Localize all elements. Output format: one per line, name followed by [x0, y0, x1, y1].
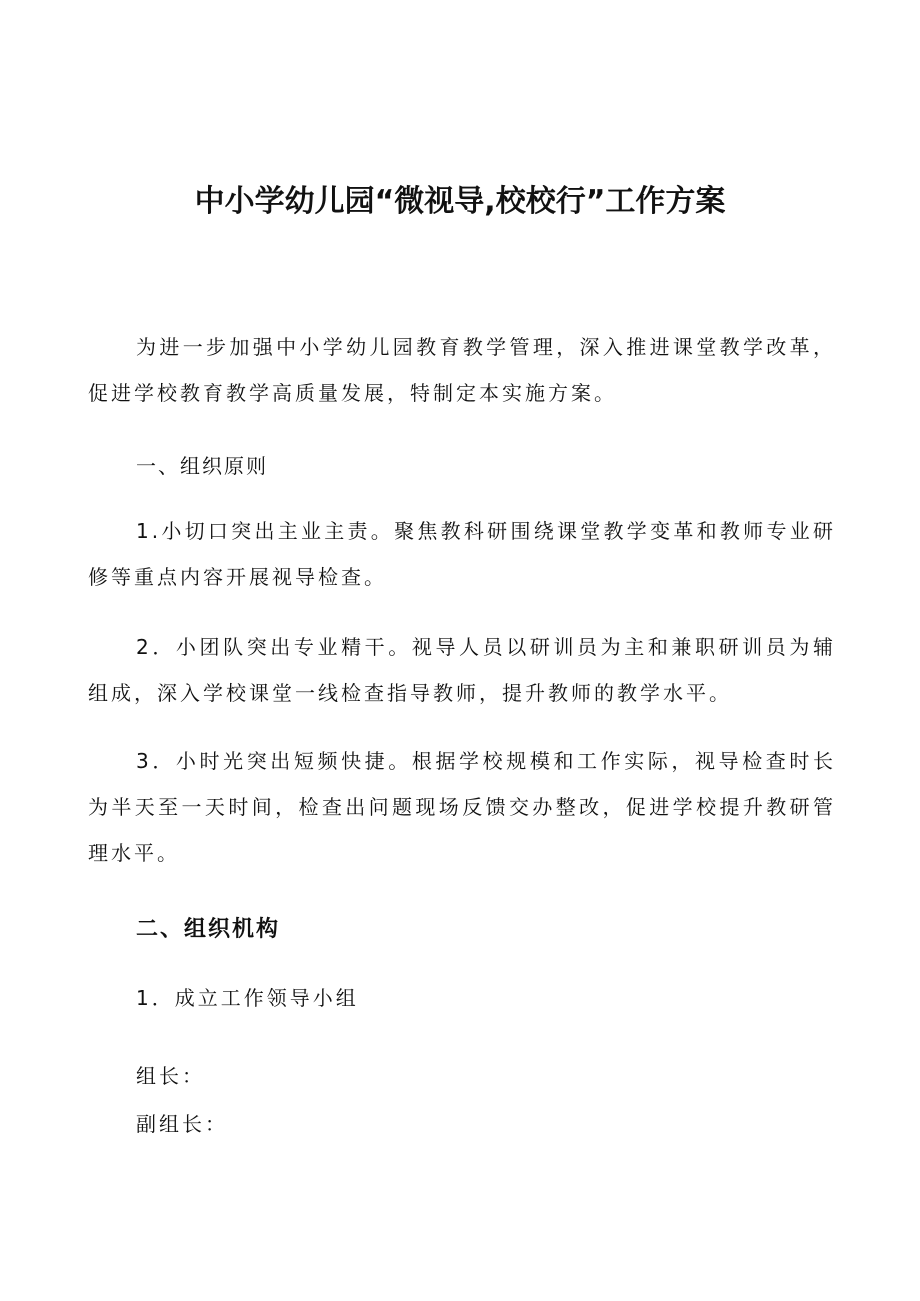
leader-line: 组长：	[136, 1064, 205, 1088]
section-2-heading: 二、组织机构	[136, 917, 281, 942]
section-1-heading: 一、组织原则	[136, 454, 268, 478]
section-1-item-3: 3．小时光突出短频快捷。根据学校规模和工作实际，视导检查时长为半天至一天时间，检查出问题现场反馈交办整改，促进学校提升教研管理水平。	[88, 749, 836, 865]
vice-leader-line: 副组长：	[136, 1112, 228, 1136]
section-2-sub-1: 1．成立工作领导小组	[136, 986, 359, 1010]
document-title: 中小学幼儿园“微视导,校校行”工作方案	[194, 184, 726, 220]
intro-paragraph: 为进一步加强中小学幼儿园教育教学管理，深入推进课堂教学改革，促进学校教育教学高质量发展，特制定本实施方案。	[88, 335, 836, 405]
section-1-item-2: 2．小团队突出专业精干。视导人员以研训员为主和兼职研训员为辅组成，深入学校课堂一线检查指导教师，提升教师的教学水平。	[88, 635, 836, 705]
section-1-item-1: 1.小切口突出主业主责。聚焦教科研围绕课堂教学变革和教师专业研修等重点内容开展视导检查。	[88, 519, 836, 589]
